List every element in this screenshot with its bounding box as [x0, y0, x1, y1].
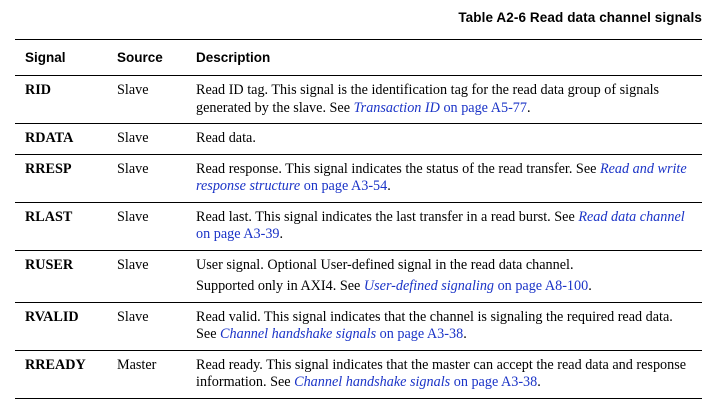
description-text: Read valid. This signal indicates that the channel is signaling the required read data. See	[196, 308, 673, 342]
description-text: User signal. Optional User-defined signal in the read data channel.	[196, 256, 574, 273]
cross-reference-link[interactable]: Channel handshake signals on page A3-38	[220, 326, 464, 342]
signal-source: Slave	[107, 250, 186, 302]
signal-source: Slave	[107, 302, 186, 350]
signal-name: RID	[15, 76, 107, 124]
table-caption: Table A2-6 Read data channel signals	[458, 10, 702, 25]
signal-source: Slave	[107, 76, 186, 124]
table-row	[15, 154, 702, 202]
header-signal: Signal	[15, 40, 107, 76]
header-source: Source	[107, 40, 186, 76]
signal-description: Read response. This signal indicates the status of the read transfer. See Read and write response structure on page A3-54.	[186, 154, 702, 202]
cross-reference-link[interactable]: User-defined signaling on page A8-100	[363, 278, 589, 294]
cross-reference-link[interactable]: Read and write response structure on page A3-54	[196, 160, 687, 194]
table-row	[15, 124, 702, 155]
description-text: Read last. This signal indicates the last transfer in a read burst. See	[196, 208, 579, 225]
signal-source: Slave	[107, 154, 186, 202]
description-text: Read response. This signal indicates the status of the read transfer. See	[196, 160, 600, 177]
signal-description: Read ID tag. This signal is the identification tag for the read data group of signals generated by the slave. See Transaction ID on page A5-77.	[186, 76, 702, 124]
description-text: Read data.	[196, 130, 256, 146]
signal-source: Slave	[107, 202, 186, 250]
description-text-secondary: Supported only in AXI4. See User-defined signaling on page A8-100.	[196, 278, 592, 294]
signal-name: RDATA	[15, 124, 107, 155]
signal-description: Read valid. This signal indicates that the channel is signaling the required read data. See Channel handshake signals on page A3-38.	[186, 302, 702, 350]
signal-source: Master	[117, 356, 157, 373]
table-row	[15, 302, 702, 350]
description-text: Read ID tag. This signal is the identification tag for the read data group of signals generated by the slave. See	[196, 82, 660, 116]
cross-reference-link[interactable]: Read data channel on page A3-39	[196, 208, 685, 242]
signal-description: Read ready. This signal indicates that the master can accept the read data and response information. See Channel handshake signals on page A3-38.	[196, 356, 687, 390]
signal-description: Read last. This signal indicates the last transfer in a read burst. See Read data channel on page A3-39.	[186, 202, 702, 250]
signal-source: Slave	[107, 124, 186, 155]
table-row	[15, 202, 702, 250]
signal-name: RVALID	[15, 302, 107, 350]
read-data-channel-signals-table	[15, 39, 702, 399]
cross-reference-link[interactable]: Channel handshake signals on page A3-38	[294, 374, 538, 390]
table-row	[15, 76, 702, 124]
signal-name: RREADY	[25, 356, 86, 373]
table-row	[15, 250, 702, 302]
header-description: Description	[186, 40, 702, 76]
description-text: Read ready. This signal indicates that the master can accept the read data and response information. See	[196, 356, 687, 390]
signal-description	[186, 124, 702, 155]
cross-reference-link[interactable]: Transaction ID on page A5-77	[353, 99, 527, 116]
table-row	[15, 350, 702, 398]
table-header-row	[15, 40, 702, 76]
signal-name: RUSER	[15, 250, 107, 302]
signal-description	[186, 250, 702, 302]
signal-name: RLAST	[15, 202, 107, 250]
signal-name: RRESP	[15, 154, 107, 202]
